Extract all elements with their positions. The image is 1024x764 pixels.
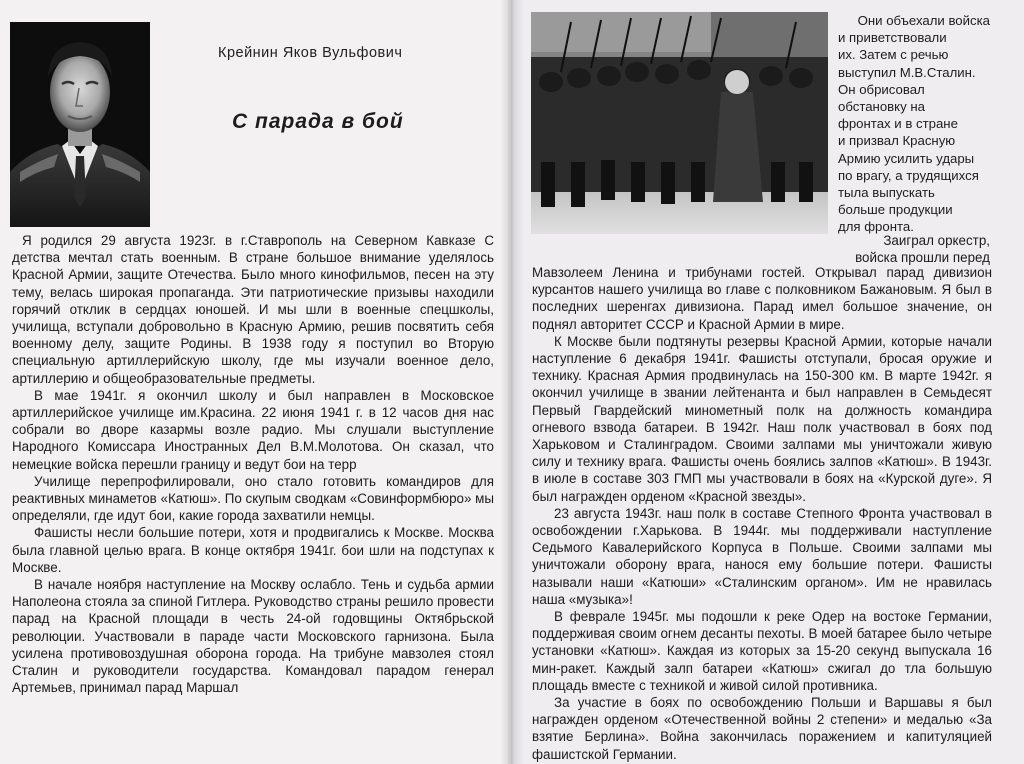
text-line: по врагу, а трудящихся [838,167,979,183]
article-title: С парада в бой [232,110,404,133]
text-line: и призвал Красную [838,133,956,149]
book-gutter [500,0,524,764]
text-line: обстановку на [838,99,925,115]
paragraph: К Москве были подтянуты резервы Красной Армии, которые начали наступление 6 декабря 1941г. Фашисты отступали, бросая оружие и технику. Красная Армия продвинулась на 150-300 км. В марте 1942г. я окончил училище в звании лейтенанта и был направлен в Семьдесят Первый Гвардейский минометный полк на должность командира огневого взвода батареи. В 1942г. Наш полк участвовал в боях под Харьковом и Сталинградом. Своими залпами мы уничтожали живую силу и технику врага. Фашисты очень боялись залпов «Катюш». В 1943г. в июле в составе 303 ГМП мы участвовали в боях на «Курской дуге». Я был награжден орденом «Красной звезды». [532,333,992,504]
text-line: их. Затем с речью [838,47,949,63]
paragraph: Мавзолеем Ленина и трибунами гостей. Открывал парад дивизион курсантов нашего училища во главе с полковником Бажановым. Я был в последних шеренгах дивизиона. Парад имел большое значение, он поднял авторитет СССР и Красной Армии в мире. [532,265,992,332]
left-page [0,0,508,764]
text-line: Армию усилить удары [838,150,975,166]
continuation-lines [760,232,990,266]
text-line: выступил М.В.Сталин. [838,64,976,80]
photo-side-text [838,12,990,236]
text-line: фронтах и в стране [838,116,958,132]
text-line: для фронта. [838,219,914,235]
paragraph: За участие в боях по освобождению Польши и Варшавы я был награжден орденом «Отечественной войны 2 степени» и медалью «За взятие Берлина». Война закончилась поражением и капитуляцией фашистской Германии. [532,695,992,762]
text-line: Они объехали войска [857,13,990,28]
paragraph: Училище перепрофилировали, оно стало готовить командиров для реактивных минаметов «Катюш». По скупым сводкам «Совинформбюро» мы определяли, где идут бои, какие города захватили немцы. [12,473,494,524]
paragraph: Я родился 29 августа 1923г. в г.Ставрополь на Северном Кавказе С детства мечтал стать военным. В стране большое внимание уделялось Красной Армии, защите Отечества. Было много кинофильмов, песен на эту тему, велась широкая пропаганда. Эти патриотические призывы находили горячий отклик в сердцах юношей. И мы шли в военные спецшколы, училища, вступали добровольно в Красную Армию, решив посвятить себя военному делу, защите Родины. В 1938 году я поступил во Вторую специальную артиллерийскую школу, где мы изучали военное дело, артиллерию и общеобразовательные предметы. [12,233,494,386]
parade-photo [531,12,828,234]
text-line: больше продукции [838,202,953,218]
left-page-text [12,232,494,762]
text-line: войска прошли перед [855,250,990,266]
paragraph: В мае 1941г. я окончил школу и был направлен в Московское артиллерийское училище им.Красина. 22 июня 1941 г. в 12 часов дня нас собрали во дворе казармы возле радио. Мы слушали выступление Народного Комиссара Иностранных Дел В.М.Молотова. Он сказал, что немецкие войска перешли границу и ведут бои на терр [12,387,494,472]
author-name: Крейнин Яков Вульфович [218,45,403,61]
paragraph: В феврале 1945г. мы подошли к реке Одер на востоке Германии, поддерживая своим огнем десанты пехоты. В моей батарее было четыре установки «Катюш». Каждая из которых за 15-20 секунд выпускала 16 мин-ракет. Каждый залп батареи «Катюш» сжигал до тла большую площадь вместе с техникой и живой силой противника. [532,609,992,693]
text-line: и приветствовали [838,30,947,46]
text-line: тыла выпускать [838,185,935,201]
paragraph: В начале ноября наступление на Москву ослабло. Тень и судьба армии Наполеона стояла за спиной Гитлера. Руководство страны решило провести парад на Красной площади в честь 24-ой годовщины Октябрьской революции. Участвовали в параде части Московского гарнизона. Была усилена противовоздушная оборона города. На трибуне мавзолея стоял Сталин и руководители государства. Командовал парадом генерал Артемьев, принимал парад Маршал [12,577,494,696]
text-line: Заиграл оркестр, [883,233,990,248]
right-page-text [532,264,992,762]
paragraph: Фашисты несли большие потери, хотя и продвигались к Москве. Москва была главной целью врага. В конце октября 1941г. бои шли на подступах к Москве. [12,525,494,575]
text-line: Он обрисовал [838,81,925,97]
paragraph: 23 августа 1943г. наш полк в составе Степного Фронта участвовал в освобождении г.Харькова. В 1944г. мы поддерживали наступление Седьмого Кавалерийского Корпуса в Польше. Своими залпами мы уничтожали оборону врага, нанося ему большие потери. Фашисты называли наши «Катюши» «Сталинским органом». Им не нравилась наша «музыка»! [532,505,992,607]
author-portrait-photo [10,22,150,227]
